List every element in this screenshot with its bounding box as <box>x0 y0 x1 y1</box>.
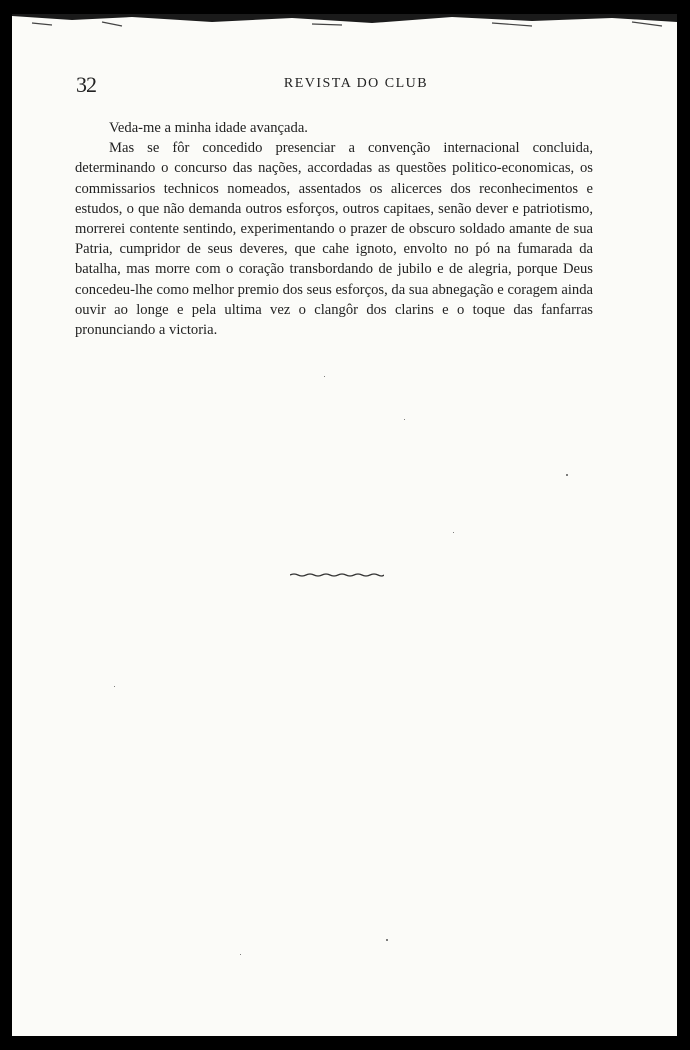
body-text <box>75 118 593 340</box>
page-number: 32 <box>76 72 96 97</box>
running-head: REVISTA DO CLUB <box>283 76 429 91</box>
scan-speck <box>240 954 241 955</box>
document-page <box>12 14 677 1036</box>
scan-speck <box>566 474 568 476</box>
scan-speck <box>386 939 388 941</box>
scan-edge-noise <box>12 14 677 28</box>
scan-speck <box>453 532 454 533</box>
page-header <box>76 74 606 98</box>
paragraph: Mas se fôr concedido presenciar a convenção internacional concluida, determinando o concurso das nações, accordadas as questões politico-economicas, os commissarios technicos nomeados, assentados os alicerces dos reconhecimentos e estudos, o que não demanda outros esforços, outros capitaes, senão dever e patriotismo, morrerei contente sentindo, experimentando o prazer de obscuro soldado amante de sua Patria, cumpridor de seus deveres, que cahe ignoto, envolto no pó na fumarada da batalha, mas morre com o coração transbordando de jubilo e de alegria, porque Deus concedeu-lhe como melhor premio dos seus esforços, da sua abnegação e coragem ainda ouvir ao longe e pela ultima vez o clangôr dos clarins e o toque das fanfarras pronunciando a victoria. <box>75 140 593 339</box>
scan-speck <box>324 376 325 377</box>
scan-speck <box>404 419 405 420</box>
paragraph: Veda-me a minha idade avançada. <box>109 120 308 136</box>
section-divider <box>290 573 384 577</box>
scan-speck <box>114 686 115 687</box>
